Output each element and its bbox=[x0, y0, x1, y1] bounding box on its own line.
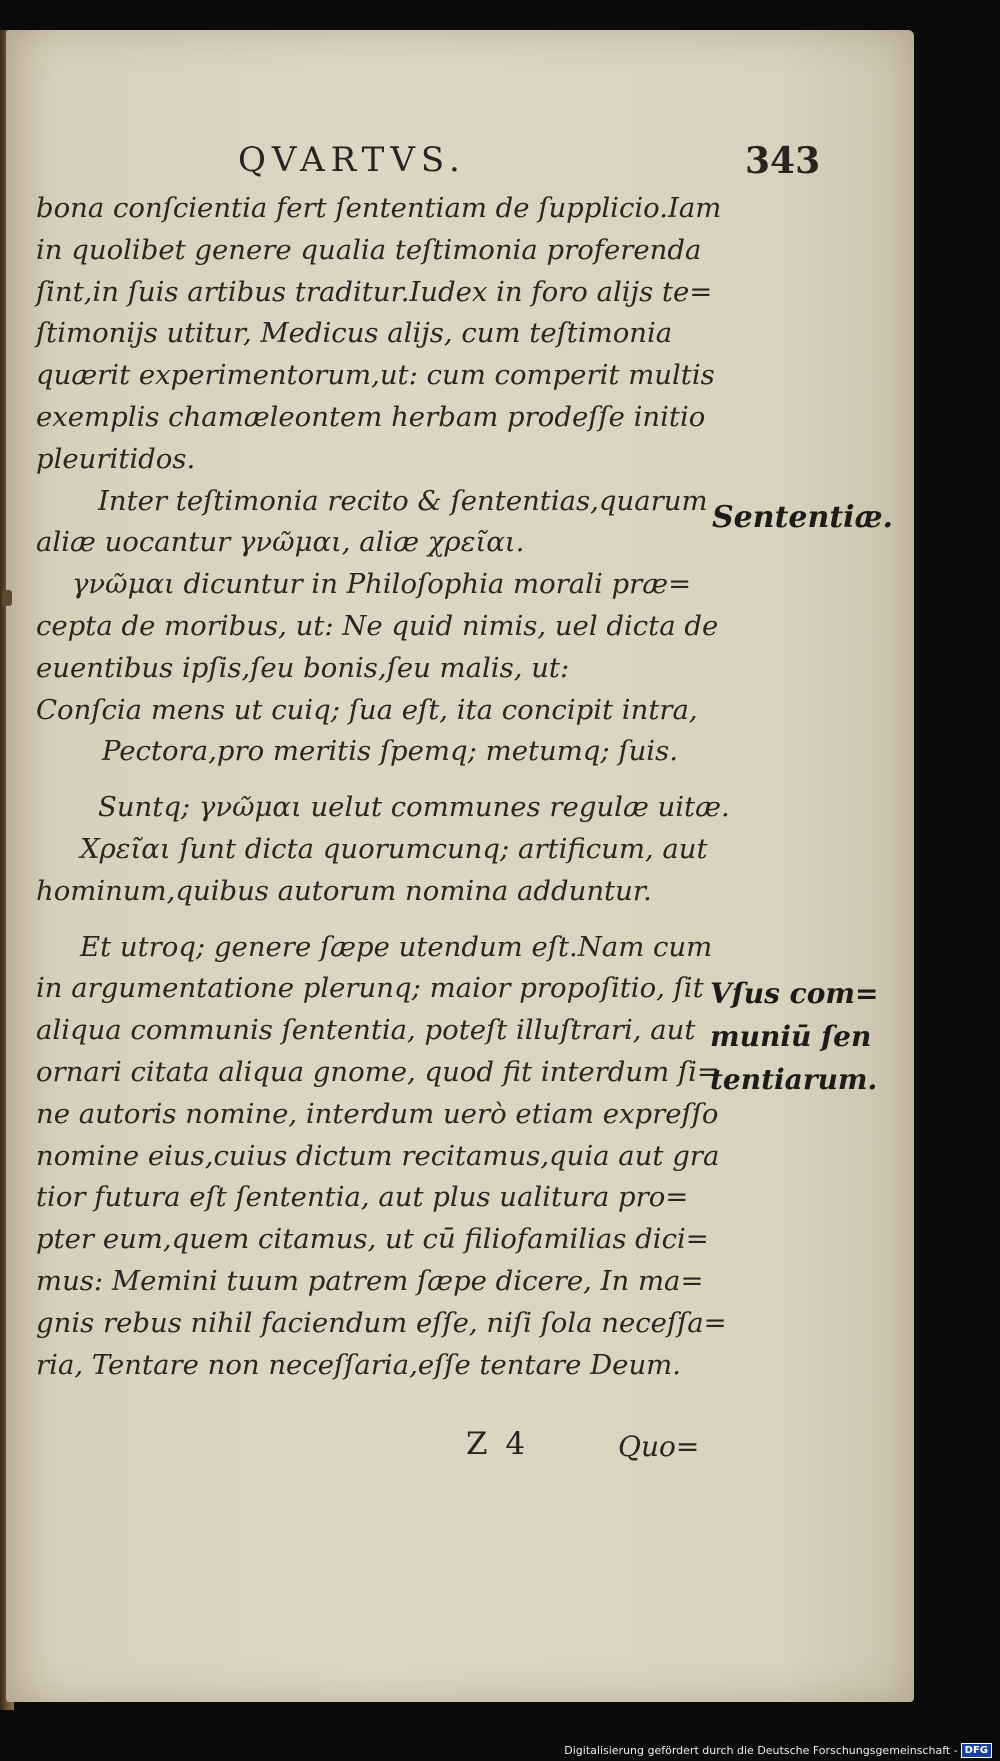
digitization-credit bbox=[564, 1742, 992, 1758]
text-line: γνῶμαι dicuntur in Philoſophia morali præ= bbox=[72, 568, 692, 601]
margin-note-line: tentiarum. bbox=[710, 1063, 878, 1096]
line-gap bbox=[36, 773, 696, 787]
signature-mark: Z 4 bbox=[466, 1426, 530, 1462]
text-line: Inter teſtimonia recito & ſententias,quarum bbox=[98, 484, 708, 517]
text-line: aliqua communis ſententia, poteſt illuſtrari, aut bbox=[36, 1014, 696, 1047]
text-line: bona conſcientia fert ſententiam de ſupplicio.Iam bbox=[36, 192, 722, 224]
text-line: tior futura eſt ſententia, aut plus ualitura pro= bbox=[36, 1181, 689, 1214]
dfg-logo: DFG bbox=[961, 1743, 992, 1758]
text-line: hominum,quibus autorum nomina adduntur. bbox=[36, 874, 652, 907]
text-line: ne autoris nomine, interdum uerò etiam expreſſo bbox=[36, 1097, 719, 1130]
text-line: in argumentatione plerunq; maior propoſitio, ſit bbox=[36, 972, 704, 1005]
catchword: Quo= bbox=[618, 1430, 700, 1463]
margin-note-line: muniū ſen bbox=[710, 1020, 872, 1053]
text-line: pter eum,quem citamus, ut cū filiofamilias dici= bbox=[36, 1223, 709, 1256]
line-gap bbox=[36, 913, 696, 927]
text-line: Et utroq; genere ſæpe utendum eſt.Nam cum bbox=[80, 930, 713, 963]
text-line: cepta de moribus, ut: Ne quid nimis, uel dicta de bbox=[36, 609, 719, 642]
text-line: ſint,in ſuis artibus traditur.Iudex in foro alijs te= bbox=[36, 275, 713, 308]
text-line: ſtimonijs utitur, Medicus alijs, cum teſtimonia bbox=[36, 317, 673, 350]
margin-note-sententiae: Sententiæ. bbox=[712, 500, 893, 535]
text-line: nomine eius,cuius dictum recitamus,quia aut gra bbox=[36, 1139, 720, 1172]
page-number: 343 bbox=[745, 140, 821, 182]
margin-note-line: Vſus com= bbox=[710, 977, 879, 1010]
credit-text: Digitalisierung gefördert durch die Deutsche Forschungsgemeinschaft - bbox=[564, 1743, 958, 1757]
text-line: Χρεῖαι ſunt dicta quorumcunq; artificum, aut bbox=[80, 832, 708, 865]
text-line: ria, Tentare non neceſſaria,eſſe tentare Deum. bbox=[36, 1348, 681, 1381]
text-line: in quolibet genere qualia teſtimonia proferenda bbox=[36, 233, 702, 266]
text-line: quærit experimentorum,ut: cum comperit multis bbox=[36, 359, 715, 392]
text-line: pleuritidos. bbox=[36, 442, 196, 475]
text-line: mus: Memini tuum patrem ſæpe dicere, In ma= bbox=[36, 1264, 704, 1297]
verse-line: Conſcia mens ut cuiq; ſua eſt, ita concipit intra, bbox=[36, 693, 698, 726]
text-line: gnis rebus nihil faciendum eſſe, niſi ſola neceſſa= bbox=[36, 1306, 727, 1339]
text-line: euentibus ipſis,ſeu bonis,ſeu malis, ut: bbox=[36, 651, 570, 684]
body-text bbox=[36, 188, 730, 1386]
text-line: exemplis chamæleontem herbam prodeſſe initio bbox=[36, 400, 706, 433]
margin-note-usus bbox=[710, 972, 878, 1101]
text-line: ornari citata aliqua gnome, quod fit interdum ſi= bbox=[36, 1055, 720, 1088]
running-head: QVARTVS. bbox=[238, 140, 466, 180]
verse-line: Pectora,pro meritis ſpemq; metumq; ſuis. bbox=[102, 735, 678, 768]
text-line: Suntq; γνῶμαι uelut communes regulæ uitæ. bbox=[98, 791, 730, 824]
margin-mark bbox=[2, 590, 12, 606]
text-line: aliæ uocantur γνῶμαι, aliæ χρεῖαι. bbox=[36, 526, 525, 559]
